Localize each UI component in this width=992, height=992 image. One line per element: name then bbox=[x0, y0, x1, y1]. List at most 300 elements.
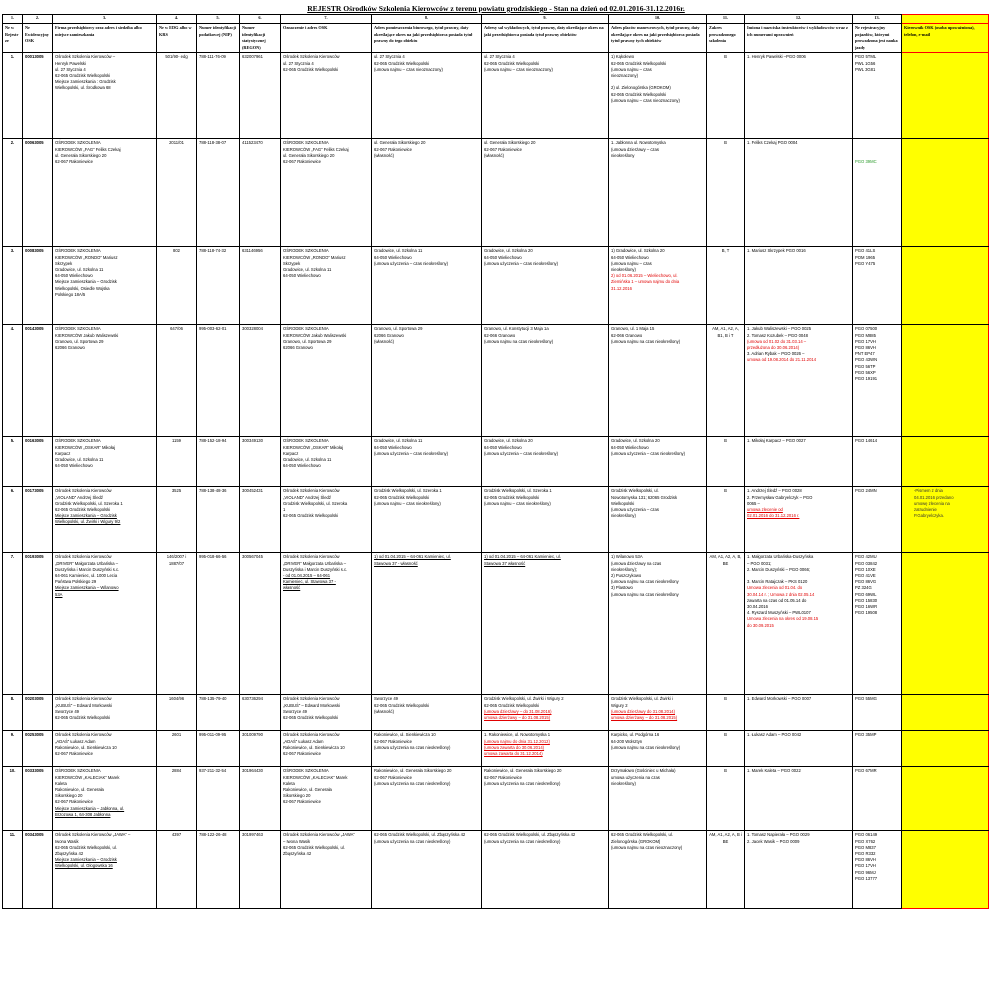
cell-line: „VIOLAND” Andrzej Śledź bbox=[283, 494, 331, 500]
column-header: Oznaczenie i adres OSK bbox=[281, 24, 372, 53]
cell-line: 64-061 Kamieniec, ul. 1000 Lecia bbox=[55, 572, 118, 578]
cell-vehicles bbox=[853, 53, 902, 139]
cell-manager bbox=[902, 247, 989, 325]
cell-edg bbox=[157, 139, 197, 247]
cell-company bbox=[53, 139, 157, 247]
cell-line: Grodzisk Wielkopolski, ul. Szeroka 1 bbox=[55, 500, 123, 506]
cell-line: 62-067 Rakoniewice bbox=[283, 799, 321, 805]
cell-training-scope bbox=[707, 831, 745, 909]
cell-office bbox=[372, 139, 482, 247]
cell-line: - od 01.04.2015 – 64-061 bbox=[283, 572, 331, 578]
cell-line: 62-065 Grodzisk Wielkopolski bbox=[283, 714, 339, 720]
cell-edg bbox=[157, 731, 197, 767]
cell-line: 2011/01 bbox=[169, 140, 184, 146]
cell-line: ul. Generała Sikorskiego 20 bbox=[374, 140, 426, 146]
cell-line: 62-067 Rakoniewice bbox=[55, 750, 93, 756]
cell-line: (umowa najmu – czas nieokreślony) bbox=[374, 500, 441, 506]
column-number: 2. bbox=[23, 15, 53, 24]
cell-line: 62-067 Rakoniewice bbox=[484, 774, 522, 780]
cell-line: 4397 bbox=[171, 832, 182, 838]
cell-company bbox=[53, 695, 157, 731]
cell-regon bbox=[240, 731, 281, 767]
cell-line: PGO M837 bbox=[855, 844, 876, 850]
cell-line: Grodzisk Wielkopolski, ul. Szeroka bbox=[283, 500, 348, 506]
cell-vehicles bbox=[853, 247, 902, 325]
cell-line: 788-111-76-09 bbox=[199, 54, 226, 60]
cell-vehicles bbox=[853, 767, 902, 831]
column-header: Nr w EDG albo w KRS bbox=[157, 24, 197, 53]
cell-line: nieokreślony) bbox=[611, 266, 636, 272]
column-number: 12. bbox=[745, 15, 853, 24]
cell-line: Karpicko, ul. Podgórna 16 bbox=[611, 732, 660, 738]
cell-line: (umowa użyczenia na czas nieokreślony) bbox=[484, 838, 561, 844]
cell-line: Wielkopolski, ul. Głogowska 16 bbox=[55, 863, 113, 869]
cell-line: Stawowa 37 - własność bbox=[374, 560, 418, 566]
cell-line: Gradowice, ul. Szkolna 11 bbox=[55, 456, 104, 462]
register-row bbox=[3, 487, 989, 553]
cell-lp bbox=[3, 139, 23, 247]
cell-line: 1. bbox=[10, 54, 15, 60]
cell-line: PGO 03842 bbox=[855, 560, 878, 566]
cell-line: 4. Ryszard Muszyński – PWL0107 bbox=[747, 610, 811, 616]
cell-edg bbox=[157, 831, 197, 909]
cell-line: Ośrodek Szkolenia Kierowców bbox=[283, 732, 340, 738]
cell-line: (umowa najmu na czas nieokreślony) bbox=[611, 744, 681, 750]
cell-osk bbox=[281, 731, 372, 767]
cell-osk bbox=[281, 53, 372, 139]
cell-line: „DRIVER” Małgorzata Urbańska – bbox=[55, 560, 119, 566]
cell-line: 62-067 Rakoniewice bbox=[374, 738, 412, 744]
cell-line: OŚRODEK SZKOLENIA bbox=[55, 438, 101, 444]
cell-line: Ośrodek Szkolenia Kierowców bbox=[55, 732, 112, 738]
cell-line: Stawowa 37 własność bbox=[484, 560, 526, 566]
cell-line: Rakoniewice, ul. Generała Sikorskiego 20 bbox=[374, 768, 452, 774]
register-row bbox=[3, 731, 989, 767]
cell-line: 1. Marek Kaleta – PGO 0022 bbox=[747, 768, 801, 774]
cell-line: Sikorskiego 20 bbox=[283, 793, 311, 799]
cell-training-scope bbox=[707, 53, 745, 139]
column-number: 5. bbox=[197, 15, 240, 24]
cell-line: PGO 43WN bbox=[855, 357, 878, 363]
cell-lp bbox=[3, 437, 23, 487]
cell-manager bbox=[902, 139, 989, 247]
cell-edg bbox=[157, 53, 197, 139]
cell-line: 00013005 bbox=[25, 54, 44, 60]
cell-line: 04.01.2016 przedano bbox=[914, 494, 954, 500]
cell-vehicles bbox=[853, 487, 902, 553]
cell-line: PGO 55MG bbox=[855, 696, 877, 702]
cell-line: 501/90- edg bbox=[165, 54, 188, 60]
cell-line: PGO 19508 bbox=[855, 610, 878, 616]
cell-line: PGO 67MR bbox=[855, 768, 877, 774]
cell-line: Ośrodek Szkolenia Kierowców bbox=[283, 488, 340, 494]
cell-line: Miejsce zamieszkania – Grodzisk bbox=[55, 857, 117, 863]
cell-line: 62-067 Rakoniewice bbox=[283, 158, 321, 164]
cell-line: Iwona Wasik bbox=[55, 838, 79, 844]
cell-line: B, T bbox=[721, 248, 730, 254]
cell-line: Rakoniewice, ul. Sienkiewicza 10 bbox=[283, 744, 345, 750]
cell-line: PGO 41LS bbox=[855, 248, 876, 254]
cell-line: Państwa Polskiego 29 bbox=[55, 579, 97, 585]
cell-osk bbox=[281, 831, 372, 909]
cell-line: Granowo, ul. 1 Maja 15 bbox=[611, 326, 655, 332]
cell-line: PZ 324G bbox=[855, 585, 872, 591]
column-header: Zakres prowadzonego szkolenia bbox=[707, 24, 745, 53]
cell-regon bbox=[240, 53, 281, 139]
cell-line: Ośrodek Szkolenia Kierowców „JAWA” – bbox=[55, 832, 131, 838]
cell-line: Ośrodek Szkolenia Kierowców „JAWA” bbox=[283, 832, 355, 838]
cell-line: (umowa użyczenia na czas nieokreślony) bbox=[374, 744, 451, 750]
cell-line: OŚRODEK SZKOLENIA bbox=[283, 140, 329, 146]
register-row bbox=[3, 437, 989, 487]
cell-maneuver-yards bbox=[609, 139, 707, 247]
cell-line: 630736294 bbox=[242, 696, 263, 702]
cell-line: KIEROWCÓW „FAG” Feliks Czekaj bbox=[283, 146, 349, 152]
cell-line: 1 bbox=[283, 506, 286, 512]
cell-vehicles bbox=[853, 553, 902, 695]
cell-nip bbox=[197, 487, 240, 553]
cell-lecture-rooms bbox=[482, 325, 609, 437]
cell-nip bbox=[197, 767, 240, 831]
cell-line: 64-050 Wieliechowo bbox=[283, 463, 321, 469]
cell-vehicles bbox=[853, 325, 902, 437]
cell-line: 31.12.2016 bbox=[611, 285, 632, 291]
cell-line: Sworzyce 49 bbox=[283, 708, 307, 714]
cell-line: PGO R332 bbox=[855, 850, 876, 856]
cell-line: Gradowice, ul. Szkolna 11 bbox=[374, 438, 423, 444]
cell-regon bbox=[240, 139, 281, 247]
cell-line: 995-003-62-01 bbox=[199, 326, 227, 332]
cell-line: 4. bbox=[10, 326, 15, 332]
cell-manager bbox=[902, 831, 989, 909]
cell-line: 64-050 Wieliechowo bbox=[55, 463, 93, 469]
cell-instructors bbox=[745, 767, 853, 831]
cell-line: KIEROWCÓW „KALECIAK” Marek bbox=[283, 774, 348, 780]
cell-line: 301009790 bbox=[242, 732, 263, 738]
cell-line: Ośrodek Szkolenia Kierowców bbox=[283, 554, 340, 560]
cell-line: 1159 bbox=[171, 438, 181, 444]
cell-line: PWL 1G56 bbox=[855, 60, 876, 66]
cell-maneuver-yards bbox=[609, 487, 707, 553]
cell-line: 301964430 bbox=[242, 768, 263, 774]
cell-line: 62066 Granowo bbox=[283, 344, 313, 350]
cell-lp bbox=[3, 831, 23, 909]
cell-line: 62-065 Grodzisk Wielkopolski bbox=[374, 494, 430, 500]
cell-line: Grodzisk Wielkopolski, ul. Żwirki i bbox=[611, 696, 673, 702]
cell-line: Skrzypek bbox=[283, 260, 301, 266]
column-number-row bbox=[3, 15, 989, 24]
cell-line: OŚRODEK SZKOLENIA bbox=[283, 248, 329, 254]
column-number: 11. bbox=[707, 15, 745, 24]
cell-company bbox=[53, 831, 157, 909]
cell-line: 00143005 bbox=[25, 326, 44, 332]
cell-osk bbox=[281, 139, 372, 247]
cell-regon bbox=[240, 695, 281, 731]
cell-edg bbox=[157, 437, 197, 487]
register-row bbox=[3, 247, 989, 325]
cell-line: 62-065 Grodzisk Wielkopolski, ul. bbox=[611, 832, 673, 838]
cell-manager bbox=[902, 325, 989, 437]
column-header: Nr Ewidencyjny OSK bbox=[23, 24, 53, 53]
cell-line: KIEROWCÓW „OSKAR” Mikołaj bbox=[55, 444, 116, 450]
cell-line: Wielkopolski, ul. Środkowa 68 bbox=[55, 85, 111, 91]
cell-maneuver-yards bbox=[609, 831, 707, 909]
cell-training-scope bbox=[707, 247, 745, 325]
cell-training-scope bbox=[707, 695, 745, 731]
cell-line: 2601 bbox=[171, 732, 182, 738]
cell-line: Karpacz bbox=[55, 450, 71, 456]
cell-line: PGO M885 bbox=[855, 332, 876, 338]
cell-line: Duszyńska i Marcin Duszyński s.c. bbox=[283, 566, 348, 572]
cell-line: Grodzisk Wielkopolski, ul. bbox=[611, 488, 659, 494]
cell-line: – Iwona Wasik bbox=[283, 838, 311, 844]
cell-line: OŚRODEK SZKOLENIA bbox=[283, 438, 329, 444]
cell-osk bbox=[281, 487, 372, 553]
cell-line: (umowa najmu na czas nieokreślony) bbox=[611, 338, 681, 344]
cell-line: ul. 27 Stycznia 4 bbox=[374, 54, 405, 60]
cell-line: 62-065 Grodzisk Wielkopolski, ul. Zbąszyńska 42 bbox=[484, 832, 576, 838]
cell-company bbox=[53, 437, 157, 487]
cell-line: (umowa użyczenia na czas nieokreślony) bbox=[374, 838, 451, 844]
cell-company bbox=[53, 553, 157, 695]
cell-company bbox=[53, 767, 157, 831]
cell-line: Rakoniewice, ul. Generała bbox=[55, 786, 104, 792]
column-header: Adresy sal wykładowych, tytuł prawny, daty określające okres na jaki przedsiębiorca posiada tytuł prawny obiektów bbox=[482, 24, 609, 53]
cell-company bbox=[53, 247, 157, 325]
cell-maneuver-yards bbox=[609, 553, 707, 695]
cell-line: 62-065 Grodzisk Wielkopolski, ul. Zbąszyńska 42 bbox=[374, 832, 466, 838]
cell-line: 3525 bbox=[171, 488, 182, 494]
cell-osk bbox=[281, 247, 372, 325]
cell-line: 146/2007 i 1887/07 bbox=[166, 554, 187, 566]
cell-line: OŚRODEK SZKOLENIA bbox=[283, 768, 329, 774]
cell-line: 2884 bbox=[171, 768, 182, 774]
cell-maneuver-yards bbox=[609, 325, 707, 437]
cell-line: (umowa najmu – czas nieoznaczony) bbox=[484, 66, 553, 72]
cell-line: 62-065 Grodzisk Wielkopolski bbox=[374, 702, 430, 708]
cell-line: 995-011-09-95 bbox=[199, 732, 227, 738]
cell-training-scope bbox=[707, 767, 745, 831]
cell-manager bbox=[902, 553, 989, 695]
cell-line: 62-065 Grodzisk Wielkopolski, ul. bbox=[283, 844, 345, 850]
cell-line: Umowa zlecenia na okres od 19.08.15 bbox=[747, 616, 819, 622]
cell-line: umowa zlecenie od bbox=[747, 506, 783, 512]
cell-line: 802 bbox=[173, 248, 180, 254]
cell-lp bbox=[3, 695, 23, 731]
cell-instructors bbox=[745, 695, 853, 731]
cell-lp bbox=[3, 53, 23, 139]
cell-line: (umowa najmu do dnia 31.12.2012) bbox=[484, 738, 550, 744]
cell-nip bbox=[197, 139, 240, 247]
cell-line: (umowa użyczenia – czas nieokreślony) bbox=[374, 450, 449, 456]
column-number: 13. bbox=[853, 15, 902, 24]
cell-line: 1. Łukasz Adam – PGO 0042 bbox=[747, 732, 802, 738]
cell-instructors bbox=[745, 553, 853, 695]
cell-line: 64-050 Wieliechowo bbox=[611, 444, 649, 450]
cell-line: Granowo, ul. Sportowa 29 bbox=[55, 338, 104, 344]
cell-line: PGO 16WR bbox=[855, 604, 878, 609]
cell-office bbox=[372, 53, 482, 139]
cell-line: 62-066 Granowo bbox=[611, 332, 643, 338]
cell-line: Gradowice, ul. Szkolna 20 bbox=[484, 248, 533, 254]
column-header: Nr w Rejestrze bbox=[3, 24, 23, 53]
cell-lp bbox=[3, 731, 23, 767]
cell-line: 00333005 bbox=[25, 768, 44, 774]
cell-line: 00063005 bbox=[25, 140, 44, 146]
cell-training-scope bbox=[707, 553, 745, 695]
cell-line: Duszyńska i Marcin Duszyński s.c. bbox=[55, 566, 120, 572]
cell-line: Nowotomyska 131; 62065 Grodzisk bbox=[611, 494, 678, 500]
cell-line: Drzymałowo (Gościniec u Michała) bbox=[611, 768, 676, 774]
cell-line: 62-065 Grodzisk Wielkopolski bbox=[484, 702, 540, 708]
cell-lp bbox=[3, 247, 23, 325]
cell-vehicles bbox=[853, 695, 902, 731]
cell-maneuver-yards bbox=[609, 695, 707, 731]
cell-line: 0065 – bbox=[747, 500, 760, 506]
column-header: Kierownik OSK (osoba upoważniona), telefon, e-mail bbox=[902, 24, 989, 53]
cell-line: Ziemińska 1 – umowa najmu do dnia bbox=[611, 279, 680, 285]
cell-nip bbox=[197, 731, 240, 767]
cell-line: Gradowice, ul. Szkolna 11 bbox=[283, 266, 332, 272]
cell-line: Kaleta bbox=[55, 780, 67, 786]
cell-line: 62-067 Rakoniewice bbox=[55, 799, 93, 805]
cell-line: 300328004 bbox=[242, 326, 263, 332]
cell-line: (umowa najmu – czas nieoznaczony) bbox=[374, 66, 443, 72]
cell-line: PNT EP47 bbox=[855, 351, 875, 357]
cell-regon bbox=[240, 325, 281, 437]
cell-line: 62-065 Grodzisk Wielkopolski bbox=[484, 60, 540, 66]
cell-line: 1. Edward Morkowski – PGO 0007 bbox=[747, 696, 812, 702]
cell-line: 1) od 01.04.2015 – 64-061 Kamieniec, ul. bbox=[484, 554, 561, 560]
register-table bbox=[2, 14, 989, 909]
cell-line: 300452431 bbox=[242, 488, 263, 494]
cell-lecture-rooms bbox=[482, 553, 609, 695]
cell-instructors bbox=[745, 139, 853, 247]
cell-line: PGO Y475 bbox=[855, 260, 876, 266]
cell-line: – PGO 0031; bbox=[747, 560, 772, 566]
cell-line: 3. bbox=[10, 248, 15, 254]
cell-line: 411523470 bbox=[242, 140, 263, 146]
cell-evidence-number bbox=[23, 767, 53, 831]
cell-line: PGO 56XP bbox=[855, 369, 876, 375]
cell-line: 2) ul. Zielonogórska (GROKOM) bbox=[611, 85, 671, 91]
cell-line: (umowa najmu na czas nieokreślony bbox=[611, 591, 679, 597]
cell-line: Wielkopolski, Osiedle Wojska bbox=[55, 285, 110, 291]
cell-regon bbox=[240, 437, 281, 487]
cell-evidence-number bbox=[23, 53, 53, 139]
cell-line: PGO 10XE bbox=[855, 566, 876, 572]
cell-instructors bbox=[745, 731, 853, 767]
cell-line: Polskiego 18A/5 bbox=[55, 291, 86, 297]
cell-line: Ośrodek Szkolenia Kierowców bbox=[55, 696, 112, 702]
cell-line: Miejsce zamieszkania – Wilanowo bbox=[55, 585, 119, 591]
register-row bbox=[3, 553, 989, 695]
column-header: Adres placów manewrowych, tytuł prawny, daty określające okres na jaki przedsiębiorca posiada tytuł prawny tych obiektów bbox=[609, 24, 707, 53]
cell-line: 64-050 Wieliechowo bbox=[374, 444, 412, 450]
cell-line: B bbox=[724, 438, 727, 444]
cell-line: PGO 86VH bbox=[855, 857, 876, 863]
cell-line: 00193005 bbox=[25, 554, 44, 560]
cell-line: 00203005 bbox=[25, 696, 44, 702]
cell-line: Wigury 2 bbox=[611, 702, 628, 708]
cell-line: AM, A1, A2, A, B i BE bbox=[709, 832, 742, 844]
cell-line: 1. Jakub Waliszewski – PGO 0025 bbox=[747, 326, 812, 332]
cell-lecture-rooms bbox=[482, 831, 609, 909]
cell-line: 62-067 Rakoniewice bbox=[283, 750, 321, 756]
cell-instructors bbox=[745, 487, 853, 553]
cell-line: 1) Kąkolewo bbox=[611, 54, 635, 60]
cell-line: Kaleta bbox=[283, 780, 295, 786]
cell-instructors bbox=[745, 325, 853, 437]
cell-line: 2. Przemysław Gabryelczyk – PGO bbox=[747, 494, 813, 500]
register-row bbox=[3, 53, 989, 139]
cell-line: ul. 27 Stycznia 4 bbox=[484, 54, 515, 60]
register-body bbox=[3, 53, 989, 909]
cell-maneuver-yards bbox=[609, 247, 707, 325]
cell-line: 62-065 Grodzisk Wielkopolski bbox=[55, 714, 111, 720]
cell-vehicles bbox=[853, 139, 902, 247]
cell-nip bbox=[197, 53, 240, 139]
cell-line: (własność) bbox=[484, 152, 505, 158]
cell-line: (umowa zawarta do 30.06.2014) bbox=[484, 744, 545, 750]
cell-manager bbox=[902, 487, 989, 553]
cell-line: ul. Generała Sikorskiego 20 bbox=[283, 152, 335, 158]
cell-line: umowę zlecenia na bbox=[914, 500, 950, 506]
cell-line: 62-065 Grodzisk Wielkopolski bbox=[484, 494, 540, 500]
cell-line: 9. bbox=[10, 732, 15, 738]
cell-line: 62-065 Grodzisk Wielkopolski bbox=[283, 513, 339, 519]
cell-line: B bbox=[724, 140, 727, 146]
cell-line: umowa dzierżawy – do 31.08.2015) bbox=[484, 714, 551, 720]
cell-line: 00173005 bbox=[25, 488, 44, 494]
cell-line: 64-200 Wolsztyn bbox=[611, 738, 643, 744]
cell-line: PGO 24MN bbox=[855, 488, 877, 494]
cell-line: 647/06 bbox=[170, 326, 183, 332]
cell-line: 62-065 Grodzisk Wielkopolski bbox=[611, 91, 667, 97]
cell-line: 64-050 Wieliechowo bbox=[484, 444, 522, 450]
cell-line: (umowa najmu – czas bbox=[611, 66, 652, 72]
cell-line: ul. 27 Stycznia 4 bbox=[55, 66, 86, 72]
cell-line: Grodzisk Wielkopolski, ul. Szeroka 1 bbox=[484, 488, 552, 494]
cell-line: (umowa najmu na czas nieokreślony) bbox=[484, 338, 554, 344]
cell-line: Rakoniewice, ul. Sienkiewicza 10 bbox=[374, 732, 436, 738]
column-number: 3. bbox=[53, 15, 157, 24]
cell-osk bbox=[281, 767, 372, 831]
cell-line: 2) od 01.06.2015 – Wieliechowo, ul. bbox=[611, 273, 678, 279]
cell-line: 30.04.2016 bbox=[747, 604, 768, 609]
cell-line: 1. Henryk Pawelski –PGO 0006 bbox=[747, 54, 806, 60]
cell-line: PGO 5TML bbox=[855, 54, 877, 60]
cell-lp bbox=[3, 767, 23, 831]
cell-line: 1) Gradowice, ul. Szkolna 20 bbox=[611, 248, 665, 254]
cell-lecture-rooms bbox=[482, 695, 609, 731]
cell-evidence-number bbox=[23, 553, 53, 695]
cell-line: AM, A1, A2, A, B, BE bbox=[709, 554, 742, 566]
cell-line: Sikorskiego 20 bbox=[55, 793, 83, 799]
cell-line: 62-065 Grodzisk Wielkopolski, ul. bbox=[55, 844, 117, 850]
cell-office bbox=[372, 437, 482, 487]
cell-line: 8. bbox=[10, 696, 15, 702]
cell-line: 62-065 Grodzisk Wielkopolski bbox=[55, 72, 111, 78]
register-row bbox=[3, 695, 989, 731]
cell-line: 62-065 Grodzisk Wielkopolski bbox=[283, 66, 339, 72]
cell-line: (umowa użyczenia na czas nieokreślony) bbox=[484, 780, 561, 786]
cell-line: Wielkopolski, ul. Żwirki i Wigury 9/2 bbox=[55, 519, 121, 525]
cell-line: (umowa dzierżawy do 31.08.2014) bbox=[611, 708, 676, 714]
cell-line: PGO 17VH bbox=[855, 863, 876, 869]
cell-line: KIEROWCÓW „KALECIAK” Marek bbox=[55, 774, 120, 780]
cell-line: PGO 42MU bbox=[855, 554, 877, 560]
